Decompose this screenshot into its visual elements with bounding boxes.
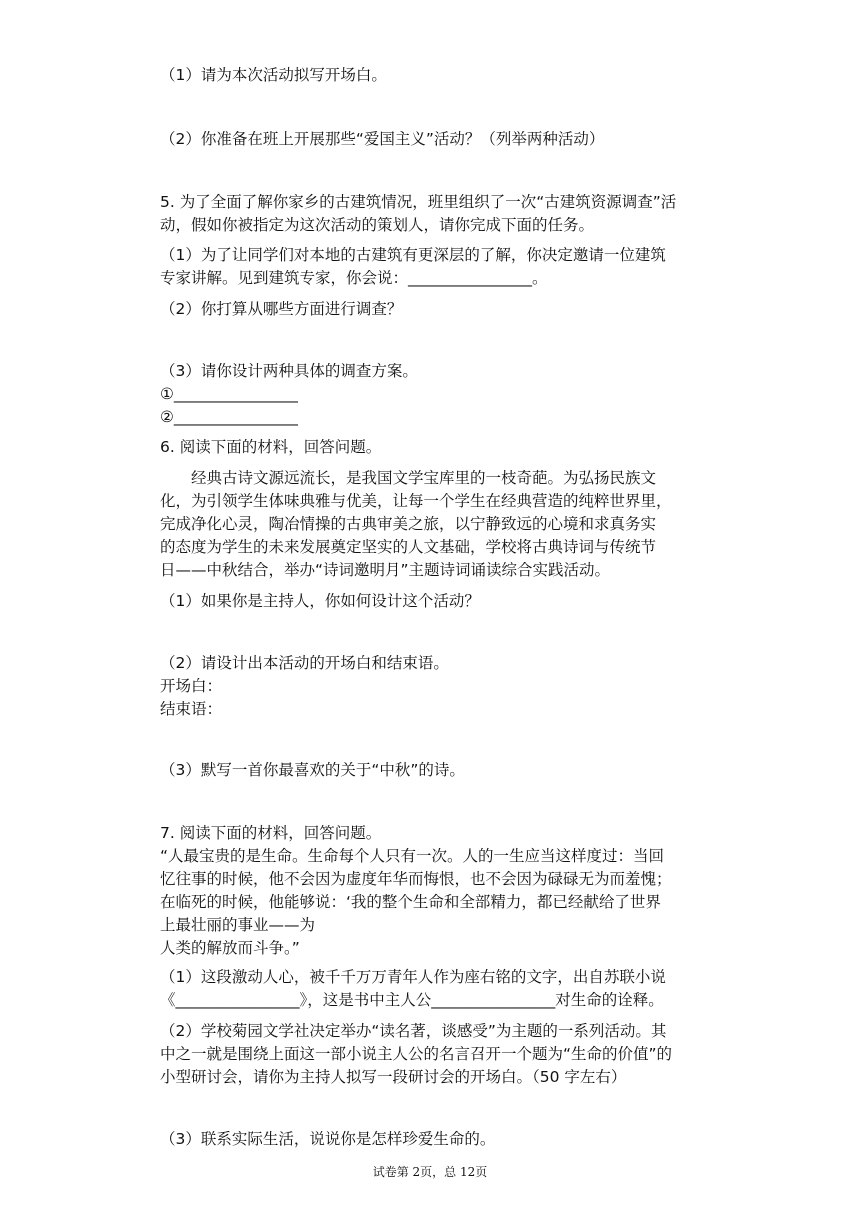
text-line: 小型研讨会，请你为主持人拟写一段研讨会的开场白。（50 字左右） bbox=[160, 1068, 627, 1086]
text-line: 上最壮丽的事业——为 bbox=[160, 916, 316, 934]
page-number: 试卷第 2页，总 12页 bbox=[372, 1165, 488, 1179]
text-line: （3）联系实际生活，说说你是怎样珍爱生命的。 bbox=[160, 1130, 496, 1148]
text-line: 日——中秋结合，举办“诗词邀明月”主题诗词诵读综合实践活动。 bbox=[160, 561, 611, 579]
text-line: （3）默写一首你最喜欢的关于“中秋”的诗。 bbox=[160, 761, 465, 779]
text-line: （2）请设计出本活动的开场白和结束语。 bbox=[160, 654, 449, 672]
text-line: 中之一就是围绕上面这一部小说主人公的名言召开一个题为“生命的价值”的 bbox=[160, 1045, 673, 1063]
text-line: 经典古诗文源远流长，是我国文学宝库里的一枝奇葩。为弘扬民族文 bbox=[160, 469, 657, 487]
text-line: 5. 为了全面了解你家乡的古建筑情况，班里组织了一次“古建筑资源调查”活 bbox=[160, 193, 677, 211]
text-line: 开场白： bbox=[160, 677, 223, 695]
text-line: （1）如果你是主持人，你如何设计这个活动？ bbox=[160, 592, 480, 610]
text-line: （3）请你设计两种具体的调查方案。 bbox=[160, 362, 418, 380]
text-line: 结束语： bbox=[160, 700, 223, 718]
text-line: （2）你准备在班上开展那些“爱国主义”活动？（列举两种活动） bbox=[160, 130, 605, 148]
text-line: （1）这段激动人心，被千千万万青年人作为座右铭的文字，出自苏联小说 bbox=[160, 968, 666, 986]
text-line: ②________________ bbox=[160, 408, 298, 426]
text-line: “人最宝贵的是生命。生命每个人只有一次。人的一生应当这样度过：当回 bbox=[160, 847, 665, 865]
text-line: 人类的解放而斗争。” bbox=[160, 939, 300, 957]
text-line: （1）请为本次活动拟写开场白。 bbox=[160, 66, 387, 84]
text-line: （2）学校菊园文学社决定举办“读名著，谈感受”为主题的一系列活动。其 bbox=[160, 1022, 667, 1040]
text-line: 的态度为学生的未来发展奠定坚实的人文基础，学校将古典诗词与传统节 bbox=[160, 538, 657, 556]
text-line: ①________________ bbox=[160, 385, 298, 403]
text-line: 在临死的时候，他能够说：‘我的整个生命和全部精力，都已经献给了世界 bbox=[160, 893, 661, 911]
text-line: （1）为了让同学们对本地的古建筑有更深层的了解，你决定邀请一位建筑 bbox=[160, 246, 666, 264]
text-line: 6. 阅读下面的材料，回答问题。 bbox=[160, 438, 382, 456]
text-line: 动，假如你被指定为这次活动的策划人，请你完成下面的任务。 bbox=[160, 216, 595, 234]
text-line: 《________________》，这是书中主人公________________对生命的诠释。 bbox=[160, 991, 664, 1009]
text-line: （2）你打算从哪些方面进行调查？ bbox=[160, 300, 403, 318]
text-line: 忆往事的时候，他不会因为虚度年华而悔恨，也不会因为碌碌无为而羞愧； bbox=[160, 870, 672, 888]
text-line: 专家讲解。见到建筑专家，你会说：________________。 bbox=[160, 269, 548, 287]
text-line: 化，为引领学生体味典雅与优美，让每一个学生在经典营造的纯粹世界里， bbox=[160, 492, 672, 510]
text-line: 完成净化心灵，陶冶情操的古典审美之旅，以宁静致远的心境和求真务实 bbox=[160, 515, 657, 533]
text-line: 7. 阅读下面的材料，回答问题。 bbox=[160, 824, 382, 842]
